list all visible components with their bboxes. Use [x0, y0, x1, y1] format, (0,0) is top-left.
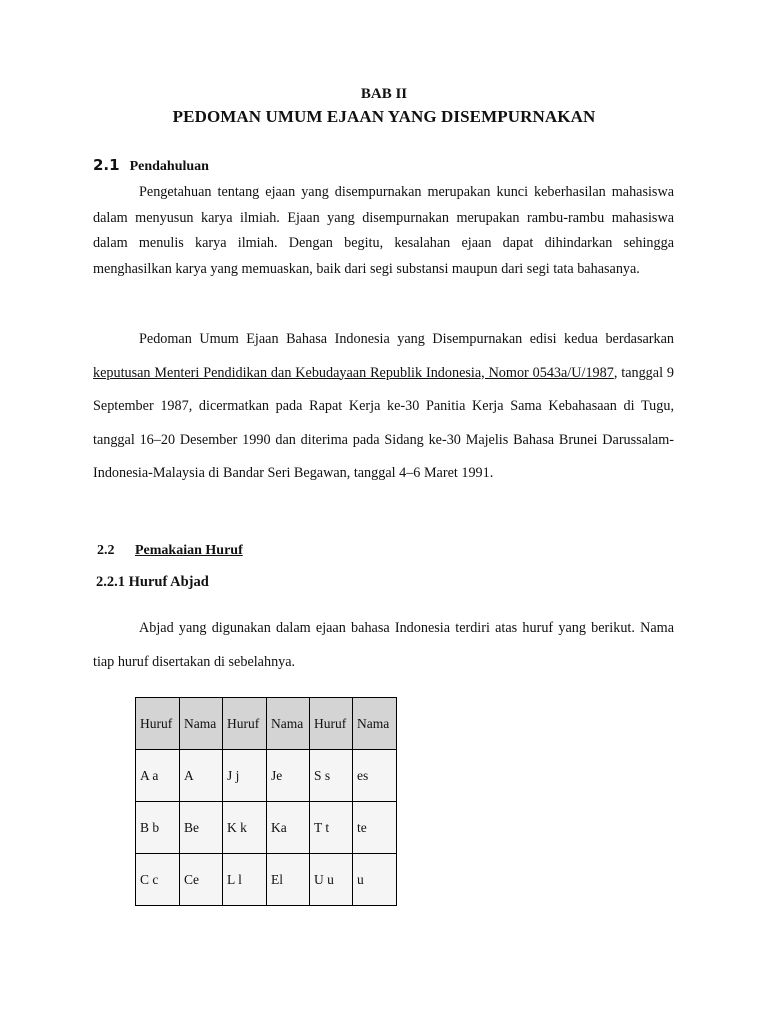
column-header: Huruf — [223, 698, 267, 750]
column-header: Nama — [180, 698, 223, 750]
table-cell: A — [180, 750, 223, 802]
table-cell: Be — [180, 802, 223, 854]
table-row — [136, 802, 397, 854]
table-header-row — [136, 698, 397, 750]
alphabet-table — [135, 697, 397, 906]
paragraph-text — [93, 323, 674, 491]
section-heading-2-1 — [93, 156, 209, 175]
decree-reference: keputusan Menteri Pendidikan dan Kebudayaan Republik Indonesia, Nomor 0543a/U/1987 — [93, 364, 614, 381]
table-cell: T t — [310, 802, 353, 854]
paragraph-abjad — [93, 611, 674, 679]
section-number: 2.1 — [93, 156, 120, 174]
table-cell: C c — [136, 854, 180, 906]
column-header: Huruf — [310, 698, 353, 750]
chapter-title: PEDOMAN UMUM EJAAN YANG DISEMPURNAKAN — [172, 107, 596, 126]
paragraph-text-start: Pedoman Umum Ejaan Bahasa Indonesia yang Disempurnakan edisi kedua berdasarkan — [139, 331, 674, 347]
table-cell: A a — [136, 750, 180, 802]
paragraph-text-end: , tanggal 9 September 1987, dicermatkan pada Rapat Kerja ke-30 Panitia Kerja Sama Kebahasaan di Tugu, tanggal 16–20 Desember 1990 dan diterima pada Sidang ke-30 Majelis Bahasa Brunei Darussalam-Indonesia-Malaysia di Bandar Seri Begawan, tanggal 4–6 Maret 1991. — [93, 364, 674, 482]
table-cell: U u — [310, 854, 353, 906]
table-cell: Je — [267, 750, 310, 802]
paragraph-text: Pengetahuan tentang ejaan yang disempurnakan merupakan kunci keberhasilan mahasiswa dalam menyusun karya ilmiah. Ejaan yang disempurnakan merupakan rambu-rambu mahasiswa dalam menulis karya ilmiah. Dengan begitu, kesalahan ejaan dapat dihindarkan sehingga menghasilkan karya yang memuaskan, baik dari segi substansi maupun dari segi tata bahasanya. — [93, 184, 674, 277]
paragraph-text: Abjad yang digunakan dalam ejaan bahasa Indonesia terdiri atas huruf yang berikut. Nama tiap huruf disertakan di sebelahnya. — [93, 620, 674, 670]
chapter-label: BAB II — [360, 86, 408, 102]
table-row — [136, 750, 397, 802]
table-cell: Ka — [267, 802, 310, 854]
column-header: Huruf — [136, 698, 180, 750]
table-cell: u — [353, 854, 397, 906]
table-cell: J j — [223, 750, 267, 802]
section-number: 2.2 — [97, 543, 115, 558]
table-row — [136, 854, 397, 906]
section-heading-2-2 — [97, 543, 243, 559]
column-header: Nama — [267, 698, 310, 750]
section-title: Pemakaian Huruf — [135, 543, 243, 558]
table-cell: te — [353, 802, 397, 854]
table-cell: S s — [310, 750, 353, 802]
paragraph-pedoman — [93, 323, 674, 491]
subsection-heading-2-2-1: 2.2.1 Huruf Abjad — [96, 574, 209, 590]
table-cell: B b — [136, 802, 180, 854]
column-header: Nama — [353, 698, 397, 750]
paragraph-introduction — [93, 180, 674, 282]
table-cell: es — [353, 750, 397, 802]
table-cell: K k — [223, 802, 267, 854]
table-cell: L l — [223, 854, 267, 906]
table-cell: El — [267, 854, 310, 906]
table-cell: Ce — [180, 854, 223, 906]
section-title: Pendahuluan — [129, 159, 209, 174]
